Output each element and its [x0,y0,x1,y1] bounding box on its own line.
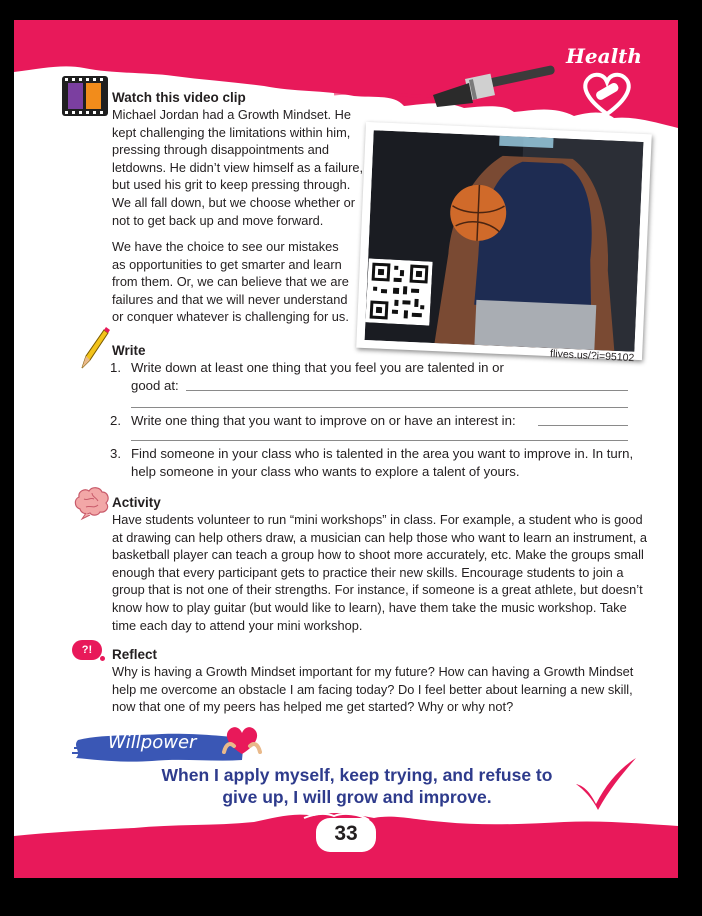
text-line: from them. Or, we can believe that we are [112,274,349,290]
write-item-3-number: 3. [110,446,121,461]
text-line: as opportunities to get smarter and learn [112,256,342,272]
brain-icon [72,485,112,521]
text-line: group that is not one of their strengths. For instance, if someone is a great athlete, but doesn’t [112,582,643,598]
heart-hands-icon [220,722,264,758]
willpower-line-1: When I apply myself, keep trying, and refuse to [161,765,553,785]
write-heading: Write [112,343,146,358]
text-line: failures and that we will never understand [112,291,348,307]
text-line: not to get back up and move forward. [112,212,324,228]
text-line: now that one of my peers has helped me get started? Why or why not? [112,699,514,715]
basketball-photo[interactable] [356,122,652,360]
text-line: basketball player can teach a group how to shoot more accurately, etc. Make the groups small [112,547,644,563]
activity-paragraph [112,511,672,634]
reflect-icon-text: ?! [81,644,93,656]
reflect-paragraph [112,663,672,716]
thought-bubble-dot [100,656,105,661]
text-line: Why is having a Growth Mindset important for my future? How can having a Growth Mindset [112,664,634,679]
pencil-icon [78,326,110,372]
write-item-1-answer-line[interactable] [186,390,628,391]
text-line: enough that every participant gets to practice their new skills. Encourage students to join a [112,564,624,580]
write-item-1-answer-line-2[interactable] [131,407,628,408]
write-item-2-number: 2. [110,413,121,428]
text-line: pressing through disappointments and [112,142,329,158]
text-line: but used his grit to keep pressing through. [112,177,351,193]
reflect-heading: Reflect [112,647,158,662]
text-line: Have students volunteer to run “mini workshops” in class. For example, a student who is good [112,512,643,527]
write-item-2-text: Write one thing that you want to improve on or have an interest in: [131,413,516,428]
text-line: kept challenging the limitations within him, [112,124,351,140]
write-item-3-text: Find someone in your class who is talented in the area you want to improve in. In turn, [131,446,634,461]
heart-bandage-icon [580,70,634,118]
write-item-1-number: 1. [110,360,121,375]
write-item-3-text-cont: help someone in your class who wants to explore a talent of yours. [131,464,520,479]
video-link[interactable]: flives.us/?i=95102 [549,347,635,365]
video-heading: Watch this video clip [112,90,246,105]
film-icon [62,76,108,116]
text-line: know how to play guitar (but would like to learn), have them take the music workshop. Take [112,599,627,615]
thought-bubble-icon [72,640,102,660]
text-line: at drawing can help others draw, a musician can help those who want to learn an instrument, a [112,529,647,545]
write-item-2-answer-line[interactable] [538,425,628,426]
checkmark-icon [574,754,640,812]
page [14,20,678,878]
text-line: Michael Jordan had a Growth Mindset. He [112,107,351,122]
page-number: 33 [334,822,358,845]
text-line: We have the choice to see our mistakes [112,239,339,254]
subject-label: Health [566,44,642,68]
willpower-label: Willpower [108,732,197,753]
willpower-line-2: give up, I will grow and improve. [222,787,492,807]
video-paragraph-2 [112,238,372,326]
write-item-2-answer-line-2[interactable] [131,440,628,441]
video-paragraph-1 [112,106,372,229]
qr-code-icon[interactable] [365,258,432,325]
paint-brush-icon [429,65,559,115]
text-line: letdowns. He didn’t view himself as a failure, [112,159,364,175]
write-item-1-text: Write down at least one thing that you feel you are talented in or [131,360,504,375]
text-line: or conquer whatever is challenging for us. [112,309,349,325]
activity-heading: Activity [112,495,161,510]
text-line: We all fall down, but we choose whether or [112,194,356,210]
text-line: time each day to attend your mini workshop. [112,617,363,633]
text-line: help me overcome an obstacle I am facing today? Do I feel better about learning a new skill, [112,681,633,697]
write-item-1-text-cont: good at: [131,378,179,393]
willpower-statement [132,764,582,808]
